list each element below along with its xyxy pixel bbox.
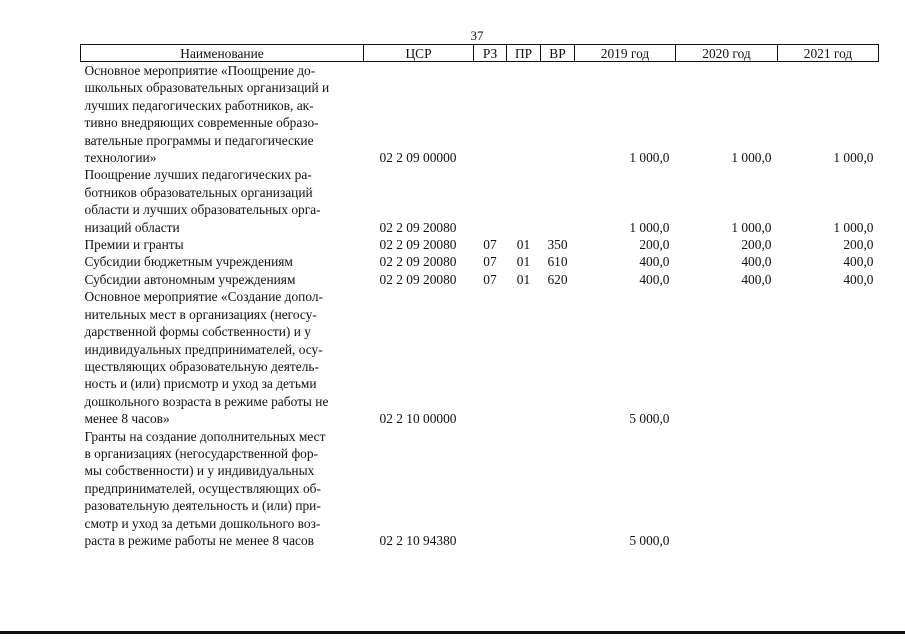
header-2019: 2019 год bbox=[575, 45, 676, 62]
row-name-line: Субсидии бюджетным учреждениям bbox=[84, 254, 293, 270]
row-2020 bbox=[676, 288, 778, 427]
row-name-line: школьных образовательных организаций и bbox=[84, 80, 330, 96]
row-csr: 02 2 10 94380 bbox=[379, 532, 457, 548]
row-name-line: Субсидии автономным учреждениям bbox=[84, 271, 296, 287]
row-2019: 400,0 bbox=[639, 271, 670, 287]
table-row bbox=[81, 271, 879, 288]
header-csr: ЦСР bbox=[364, 45, 474, 62]
row-name-line: разовательную деятельность и (или) при- bbox=[84, 498, 321, 514]
row-rz: 07 bbox=[483, 271, 497, 287]
table-row bbox=[81, 288, 879, 427]
row-csr: 02 2 09 00000 bbox=[379, 150, 457, 166]
row-name-line: раста в режиме работы не менее 8 часов bbox=[84, 532, 315, 548]
header-pr: ПР bbox=[507, 45, 541, 62]
row-name bbox=[81, 166, 364, 236]
row-pr bbox=[507, 62, 541, 167]
row-name bbox=[81, 62, 364, 167]
row-name-line: смотр и уход за детьми дошкольного воз- bbox=[84, 515, 321, 531]
budget-table bbox=[80, 44, 879, 549]
row-2020: 400,0 bbox=[741, 271, 772, 287]
row-2019: 200,0 bbox=[639, 237, 670, 253]
row-pr: 01 bbox=[516, 271, 531, 287]
header-vr: ВР bbox=[541, 45, 575, 62]
row-name-line: в организациях (негосударственной фор- bbox=[84, 445, 318, 461]
table-header-row bbox=[81, 45, 879, 62]
row-vr bbox=[541, 428, 575, 550]
row-vr: 620 bbox=[547, 271, 568, 287]
row-vr: 350 bbox=[547, 237, 568, 253]
bottom-border-line bbox=[0, 631, 905, 634]
header-rz: РЗ bbox=[474, 45, 507, 62]
row-csr: 02 2 09 20080 bbox=[379, 237, 457, 253]
row-name-line: Гранты на создание дополнительных мест bbox=[84, 428, 326, 444]
row-pr: 01 bbox=[516, 237, 531, 253]
row-rz bbox=[474, 166, 507, 236]
row-vr bbox=[541, 166, 575, 236]
table-row bbox=[81, 62, 879, 167]
row-name bbox=[81, 236, 364, 253]
row-rz bbox=[474, 288, 507, 427]
row-name-line: области и лучших образовательных орга- bbox=[84, 202, 321, 218]
table-row bbox=[81, 166, 879, 236]
table-row bbox=[81, 236, 879, 253]
table-row bbox=[81, 253, 879, 270]
row-2020: 1 000,0 bbox=[731, 219, 772, 235]
table-body bbox=[81, 62, 879, 550]
row-csr: 02 2 09 20080 bbox=[379, 271, 457, 287]
row-name-line: тивно внедряющих современные образо- bbox=[84, 115, 319, 131]
row-name-line: Основное мероприятие «Поощрение до- bbox=[84, 63, 316, 78]
row-2021: 1 000,0 bbox=[833, 219, 874, 235]
row-rz: 07 bbox=[483, 237, 497, 253]
row-name bbox=[81, 271, 364, 288]
row-csr: 02 2 09 20080 bbox=[379, 254, 457, 270]
row-vr bbox=[541, 62, 575, 167]
header-2021: 2021 год bbox=[778, 45, 879, 62]
row-name-line: низаций области bbox=[84, 219, 180, 235]
table-row bbox=[81, 428, 879, 550]
page-number: 37 bbox=[470, 28, 484, 43]
row-2020: 400,0 bbox=[741, 254, 772, 270]
row-name-line: дарственной формы собственности) и у bbox=[84, 324, 311, 340]
row-name-line: ность и (или) присмотр и уход за детьми bbox=[84, 376, 317, 392]
row-rz bbox=[474, 428, 507, 550]
row-2021 bbox=[778, 288, 879, 427]
row-name-line: индивидуальных предпринимателей, осу- bbox=[84, 341, 323, 357]
row-name bbox=[81, 428, 364, 550]
header-name: Наименование bbox=[81, 45, 364, 62]
row-2020: 200,0 bbox=[741, 237, 772, 253]
row-pr bbox=[507, 166, 541, 236]
row-name-line: Премии и гранты bbox=[84, 237, 184, 253]
row-name-line: технологии» bbox=[84, 150, 157, 166]
row-2021: 1 000,0 bbox=[833, 150, 874, 166]
row-2021: 400,0 bbox=[843, 271, 874, 287]
row-2019: 1 000,0 bbox=[629, 219, 670, 235]
row-vr bbox=[541, 288, 575, 427]
row-vr: 610 bbox=[547, 254, 568, 270]
row-name-line: менее 8 часов» bbox=[84, 411, 170, 427]
row-pr bbox=[507, 428, 541, 550]
row-name-line: лучших педагогических работников, ак- bbox=[84, 97, 314, 113]
row-2019: 1 000,0 bbox=[629, 150, 670, 166]
row-csr: 02 2 10 00000 bbox=[379, 411, 457, 427]
row-name-line: мы собственности) и у индивидуальных bbox=[84, 463, 315, 479]
row-name-line: ботников образовательных организаций bbox=[84, 184, 313, 200]
row-2021: 400,0 bbox=[843, 254, 874, 270]
row-name-line: дошкольного возраста в режиме работы не bbox=[84, 393, 329, 409]
row-name-line: Основное мероприятие «Создание допол- bbox=[84, 289, 324, 305]
row-2019: 400,0 bbox=[639, 254, 670, 270]
row-pr bbox=[507, 288, 541, 427]
row-2020 bbox=[676, 428, 778, 550]
row-csr: 02 2 09 20080 bbox=[379, 219, 457, 235]
row-pr: 01 bbox=[516, 254, 531, 270]
row-name bbox=[81, 288, 364, 427]
row-name-line: Поощрение лучших педагогических ра- bbox=[84, 167, 312, 183]
row-2020: 1 000,0 bbox=[731, 150, 772, 166]
row-2021: 200,0 bbox=[843, 237, 874, 253]
header-2020: 2020 год bbox=[676, 45, 778, 62]
row-name-line: нительных мест в организациях (негосу- bbox=[84, 306, 317, 322]
row-name-line: вательные программы и педагогические bbox=[84, 132, 314, 148]
row-name-line: предпринимателей, осуществляющих об- bbox=[84, 480, 321, 496]
row-rz bbox=[474, 62, 507, 167]
row-2019: 5 000,0 bbox=[629, 532, 670, 548]
row-rz: 07 bbox=[483, 254, 497, 270]
row-2021 bbox=[778, 428, 879, 550]
row-name-line: ществляющих образовательную деятель- bbox=[84, 358, 319, 374]
row-2019: 5 000,0 bbox=[629, 411, 670, 427]
row-name bbox=[81, 253, 364, 270]
